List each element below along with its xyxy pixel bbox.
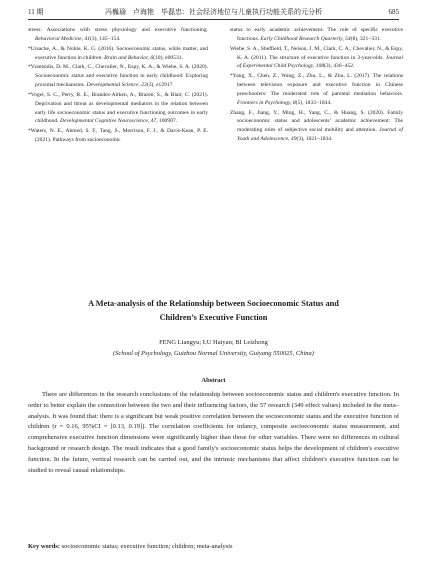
abstract-heading: Abstract (201, 377, 226, 384)
affiliation: (School of Psychology, Guizhou Normal University, Guiyang 550025, China) (113, 350, 314, 357)
reference-journal: Brain and Behavior, 6 (104, 54, 154, 61)
reference-text: status to early academic achievement: The role of specific executive functions. (230, 27, 403, 42)
reference-text: *Waters, N. E., Ahmed, S. F., Tang, S., Morrison, F. J., & Davis-Kean, P. E. (2021). Pathways from socioeconomic (28, 128, 208, 144)
reference-pages: , 100907. (156, 118, 178, 125)
keywords-label: Key words: (28, 543, 60, 550)
reference-journal: Developmental Cognitive Neuroscience, 47 (59, 118, 157, 125)
reference-entry (28, 91, 208, 126)
reference-entry (28, 26, 208, 44)
references-right-column (230, 26, 403, 145)
reference-text: *Vogel, S. C., Perry, R. E., Brandes-Aitken, A., Braren, S., & Blair, C. (2021). Deprivation and threat as developmental mediators in the relation between early life socioeconomic status and executive functioning outcomes in early childhood. (28, 91, 208, 125)
abstract-body: There are differences in the research conclusions of the relationship between socioeconomic status and children's executive function. In order to better explain the connection between the two and their influencing factors, the 57 research (349 effect values) included in the meta–analysis. It was found that: there is a significant but weak positive correlation between the socioeconomic status and the executive function of children (r = 0.16, 95%CI = [0.13, 0.19]). The correlation coefficients for infancy, composite socioeconomic status measurement, and comprehensive executive function dimensions were significantly higher than those for other variables. There were no differences in cultural background or research design. The result indicates that a good family's socioeconomic status helps the development of children's executive function. In the future, vertical research can be carried out, and the intrinsic mechanisms that affect children's executive function can be studied to reveal causal relationships. (28, 391, 399, 474)
reference-journal: Early Childhood Research Quarterly, 54 (260, 35, 351, 42)
reference-journal: Behavioral Medicine, 41 (35, 35, 90, 42)
keywords-text: socioeconomic status; executive function; children; meta-analysis (59, 543, 233, 550)
reference-text: Wiebe, S. A., Sheffield, T., Nelson, J. M., Clark, C. A., Chevalier, N., & Espy, K. A. (2011). The structure of executive function in 3-year-olds. (230, 45, 403, 61)
reference-journal: Journal of Experimental Child Psychology, 108 (237, 54, 403, 70)
reference-journal: Journal of Youth and Adolescence, 49 (237, 127, 403, 143)
reference-entry (230, 26, 403, 44)
reference-entry (230, 72, 403, 107)
header-rule (28, 19, 399, 20)
reference-journal: Developmental Science, 23 (86, 82, 147, 89)
reference-text: *Yang, X., Chen, Z., Wang, Z., Zhu, L., & Zhu, L. (2017). The relations between television exposure and executive function in Chinese preschoolers: The moderated role of parental mediation behaviors. (230, 73, 403, 97)
reference-pages: (8), 321−331. (350, 35, 382, 42)
reference-pages: (3), 1821−1834. (296, 136, 333, 143)
reference-entry (230, 45, 403, 72)
paper-title-line-2: Children’s Executive Function (159, 313, 268, 322)
reference-pages: (5), 1833−1844. (295, 99, 332, 106)
reference-pages: (3), e12917. (146, 82, 174, 89)
reference-entry (28, 45, 208, 63)
reference-entry (28, 63, 208, 90)
reference-text: Zhang, F., Jiang, Y., Ming, H., Yang, C., & Huang, S. (2020). Family socioeconomic status and adolescents’ academic achievement: The moderating roles of subjective social mobility and attention. (230, 109, 403, 134)
reference-pages: (3), 145−154. (90, 35, 121, 42)
running-header (28, 5, 399, 19)
issue-number: 11 期 (28, 8, 44, 16)
author-list: FENG Liangyu; LU Haiyan; BI Leizhong (159, 339, 268, 346)
reference-pages: (3), 436−452. (324, 63, 355, 70)
running-title: 冯巍瑜 卢海艳 毕磊忠：社会经济地位与儿童执行功能关系的元分析 (105, 8, 322, 16)
reference-entry (28, 127, 208, 145)
reference-text: *Vrantsidis, D. M., Clark, C., Chevalier, N., Espy, K. A., & Wiebe, S. A. (2020). Socioeconomic status and executive function in early childhood: Exploring proximal mechanisms. (28, 64, 208, 89)
page-number: 685 (388, 8, 399, 16)
reference-pages: (10), e00531. (153, 54, 183, 61)
keywords (28, 542, 399, 552)
references-left-column (28, 26, 208, 146)
reference-journal: Frontiers in Psychology, 8 (237, 99, 296, 106)
paper-title (28, 297, 399, 325)
reference-text: *Ursache, A., & Noble, K. G. (2016). Socioeconomic status, white matter, and executive function in children. (28, 45, 208, 61)
paper-title-line-1: A Meta-analysis of the Relationship between Socioeconomic Status and (88, 299, 339, 308)
reference-text: stress: Associations with stress physiology and executive functioning. (28, 27, 208, 33)
reference-entry (230, 109, 403, 144)
